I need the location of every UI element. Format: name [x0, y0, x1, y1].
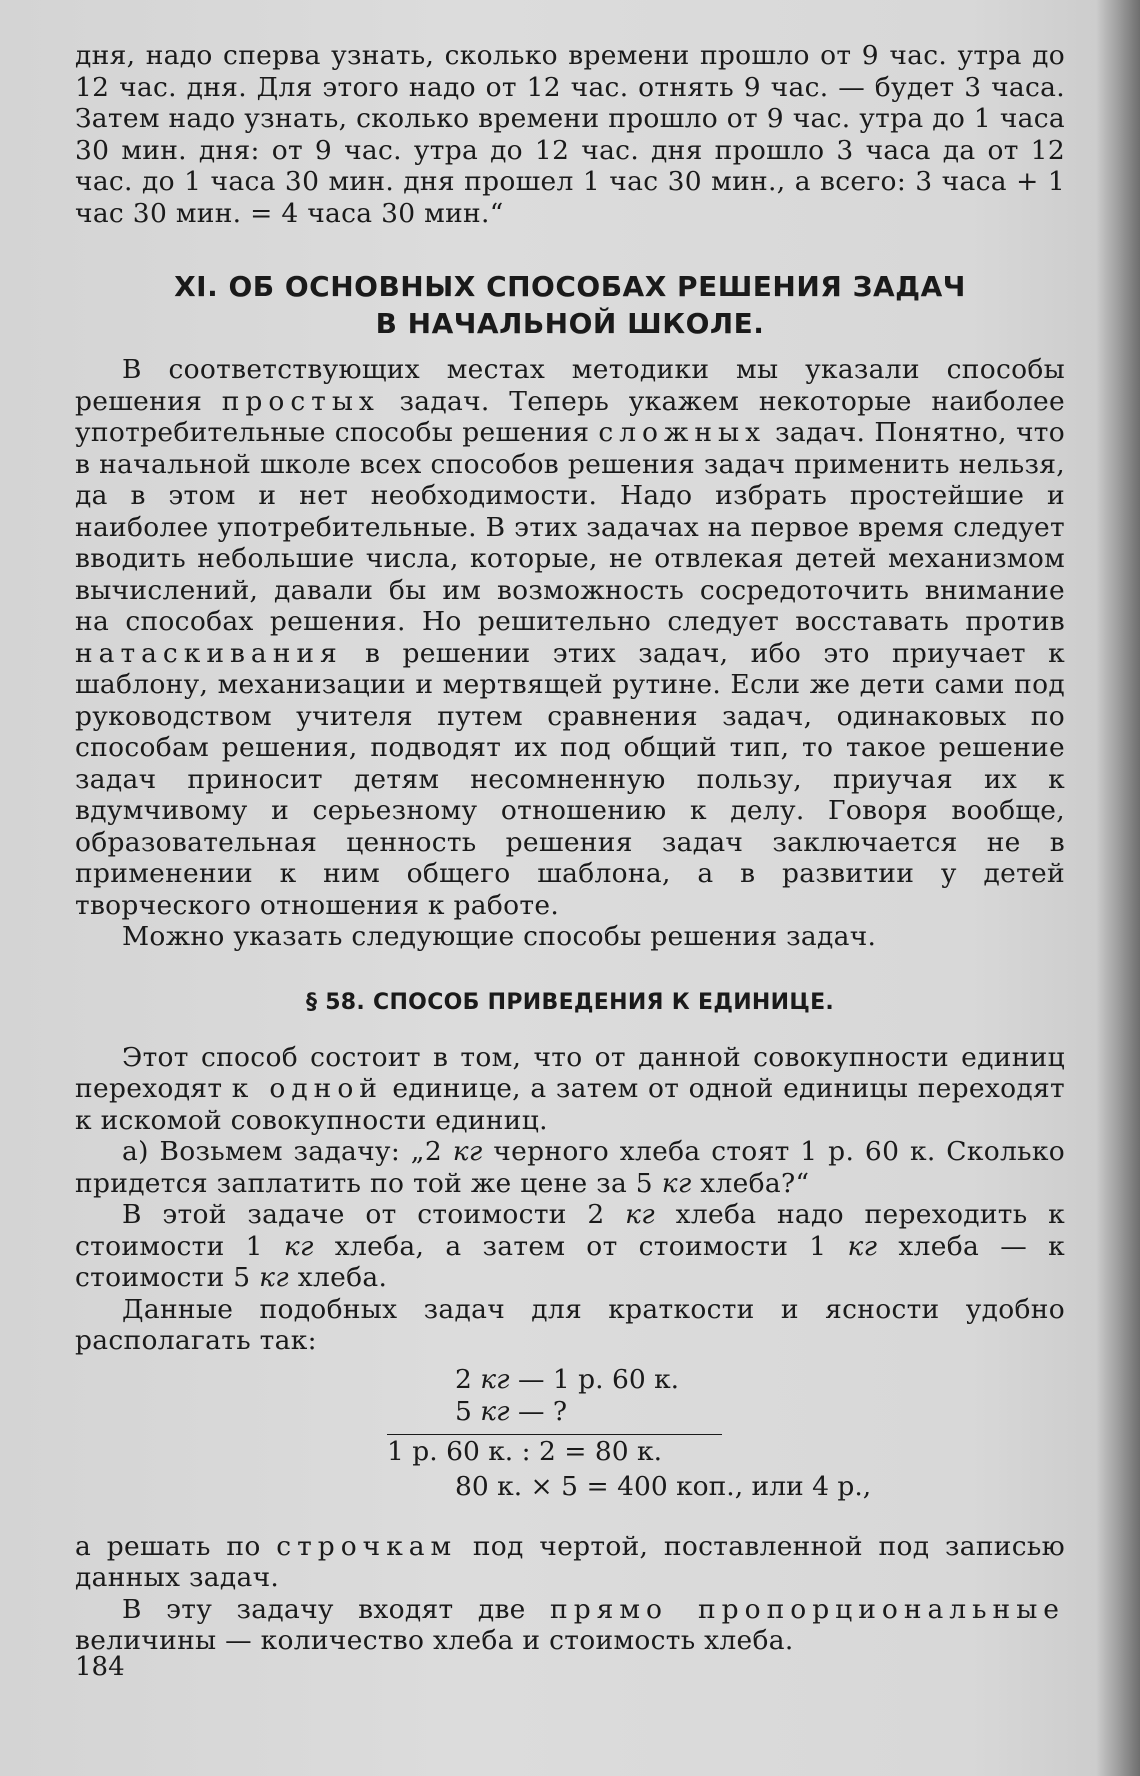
text-run: величины — количество хлеба и стоимость хлеба. [75, 1625, 794, 1656]
unit-kg: кг [452, 1136, 483, 1167]
section-paragraph-1 [75, 1042, 1065, 1137]
emphasis-rows: строчкам [276, 1530, 458, 1562]
chapter-paragraph-2: Можно указать следующие способы решения задач. [122, 921, 877, 952]
unit-kg: кг [661, 1167, 692, 1199]
solution-layout [75, 1359, 1065, 1519]
text-run: В соответствующих местах методики мы указали способы решения [75, 354, 1065, 417]
text-run: хлеба. [289, 1262, 388, 1293]
text-run: под чертой, поставленной под записью данных задач. [75, 1530, 1065, 1593]
text-run: черного хлеба стоят 1 р. 60 к. Сколько придется заплатить по той же цене за 5 [75, 1136, 1065, 1199]
text-run: — 1 р. 60 к. [509, 1363, 680, 1395]
text-run: а) Возьмем задачу: „2 [122, 1136, 453, 1167]
emphasis-simple: простых [221, 385, 380, 417]
chapter-paragraph-1 [75, 354, 1065, 921]
unit-kg: кг [480, 1363, 510, 1395]
section-title: § 58. СПОСОБ ПРИВЕДЕНИЯ К ЕДИНИЦЕ. [305, 989, 835, 1015]
emphasis-drilling: натаскивания [75, 637, 343, 669]
text-run: задач. Теперь укажем некоторые наиболее употребительные способы решения [75, 385, 1065, 448]
solution-step-2: 80 к. × 5 = 400 коп., или 4 р., [455, 1470, 872, 1502]
text-run: 5 [455, 1395, 481, 1427]
unit-kg: кг [480, 1395, 510, 1427]
text-run: хлеба, а затем от стоимости 1 [313, 1230, 848, 1262]
text-run: задач. Понятно, что в начальной школе всех способов решения задач применить нельзя, да в этом и нет необходимости. Надо избрать простейшие и наиболее употребительные. В этих задачах на первое время следует вводить небольшие числа, которые, не отвлекая детей механизмом вычислений, давали бы им возможность сосредоточить внимание на способах решения. Но решительно следует восставать против [75, 417, 1065, 637]
text-run: единице, а затем от одной единицы переходят к искомой совокупности единиц. [75, 1073, 1065, 1136]
page-edge-shadow [1096, 0, 1140, 1776]
solution-given-2 [455, 1396, 567, 1428]
solution-rule [387, 1434, 722, 1435]
emphasis-one-unit: к одной [231, 1073, 383, 1104]
unit-kg: кг [625, 1199, 655, 1230]
emphasis-proportional: прямо пропорциональные [550, 1593, 1065, 1625]
chapter-title-line-2: В НАЧАЛЬНОЙ ШКОЛЕ. [375, 307, 765, 340]
section-paragraph-3 [75, 1199, 1065, 1294]
section-paragraph-4: Данные подобных задач для краткости и ясности удобно располагать так: [75, 1293, 1065, 1356]
page-number: 184 [75, 1652, 125, 1682]
text-run: — ? [509, 1395, 568, 1427]
text-run: Этот способ состоит в том, что от данной совокупности единиц переходят [75, 1041, 1065, 1104]
text-run: а решать по [75, 1530, 277, 1562]
unit-kg: кг [283, 1230, 314, 1262]
unit-kg: кг [847, 1230, 878, 1262]
text-run: в решении этих задач, ибо это приучает к шаблону, механизации и мертвящей рутине. Если же дети сами под руководством учителя путем сравнения задач, одинаковых по способам решения, подводят их под общий тип, то такое решение задач приносит детям несомненную пользу, приучая их к вдумчивому и серьезному отношению к делу. Говоря вообще, образовательная ценность решения задач заключается не в применении к ним общего шаблона, а в развитии у детей творческого отношения к работе. [75, 637, 1065, 921]
text-run: В этой задаче от стоимости 2 [122, 1199, 626, 1230]
continuation-paragraph: дня, надо сперва узнать, сколько времени прошло от 9 час. утра до 12 час. дня. Для этого надо от 12 час. отнять 9 час. — будет 3 часа. Затем надо узнать, сколько времени прошло от 9 час. утра до 1 часа 30 мин. дня: от 9 час. утра до 12 час. дня прошло 3 часа да от 12 час. до 1 часа 30 мин. дня прошел 1 час 30 мин., а всего: 3 часа + 1 час 30 мин. = 4 часа 30 мин.“ [75, 40, 1065, 229]
text-run: хлеба?“ [691, 1167, 810, 1199]
text-run: хлеба надо переходить к стоимости 1 [75, 1199, 1065, 1262]
page-content [75, 40, 1065, 1657]
text-run: 2 [455, 1363, 481, 1395]
solution-given-1 [455, 1364, 679, 1396]
chapter-heading [75, 268, 1065, 342]
solution-step-1: 1 р. 60 к. : 2 = 80 к. [387, 1435, 663, 1467]
chapter-title-line-1: XI. ОБ ОСНОВНЫХ СПОСОБАХ РЕШЕНИЯ ЗАДАЧ [174, 270, 966, 303]
unit-kg: кг [259, 1262, 289, 1293]
section-paragraph-problem [75, 1136, 1065, 1199]
text-run: хлеба — к стоимости 5 [75, 1230, 1065, 1293]
section-paragraph-5 [75, 1531, 1065, 1594]
section-paragraph-6 [75, 1594, 1065, 1657]
text-run: В эту задачу входят две [122, 1593, 551, 1625]
emphasis-complex: сложных [598, 417, 767, 448]
